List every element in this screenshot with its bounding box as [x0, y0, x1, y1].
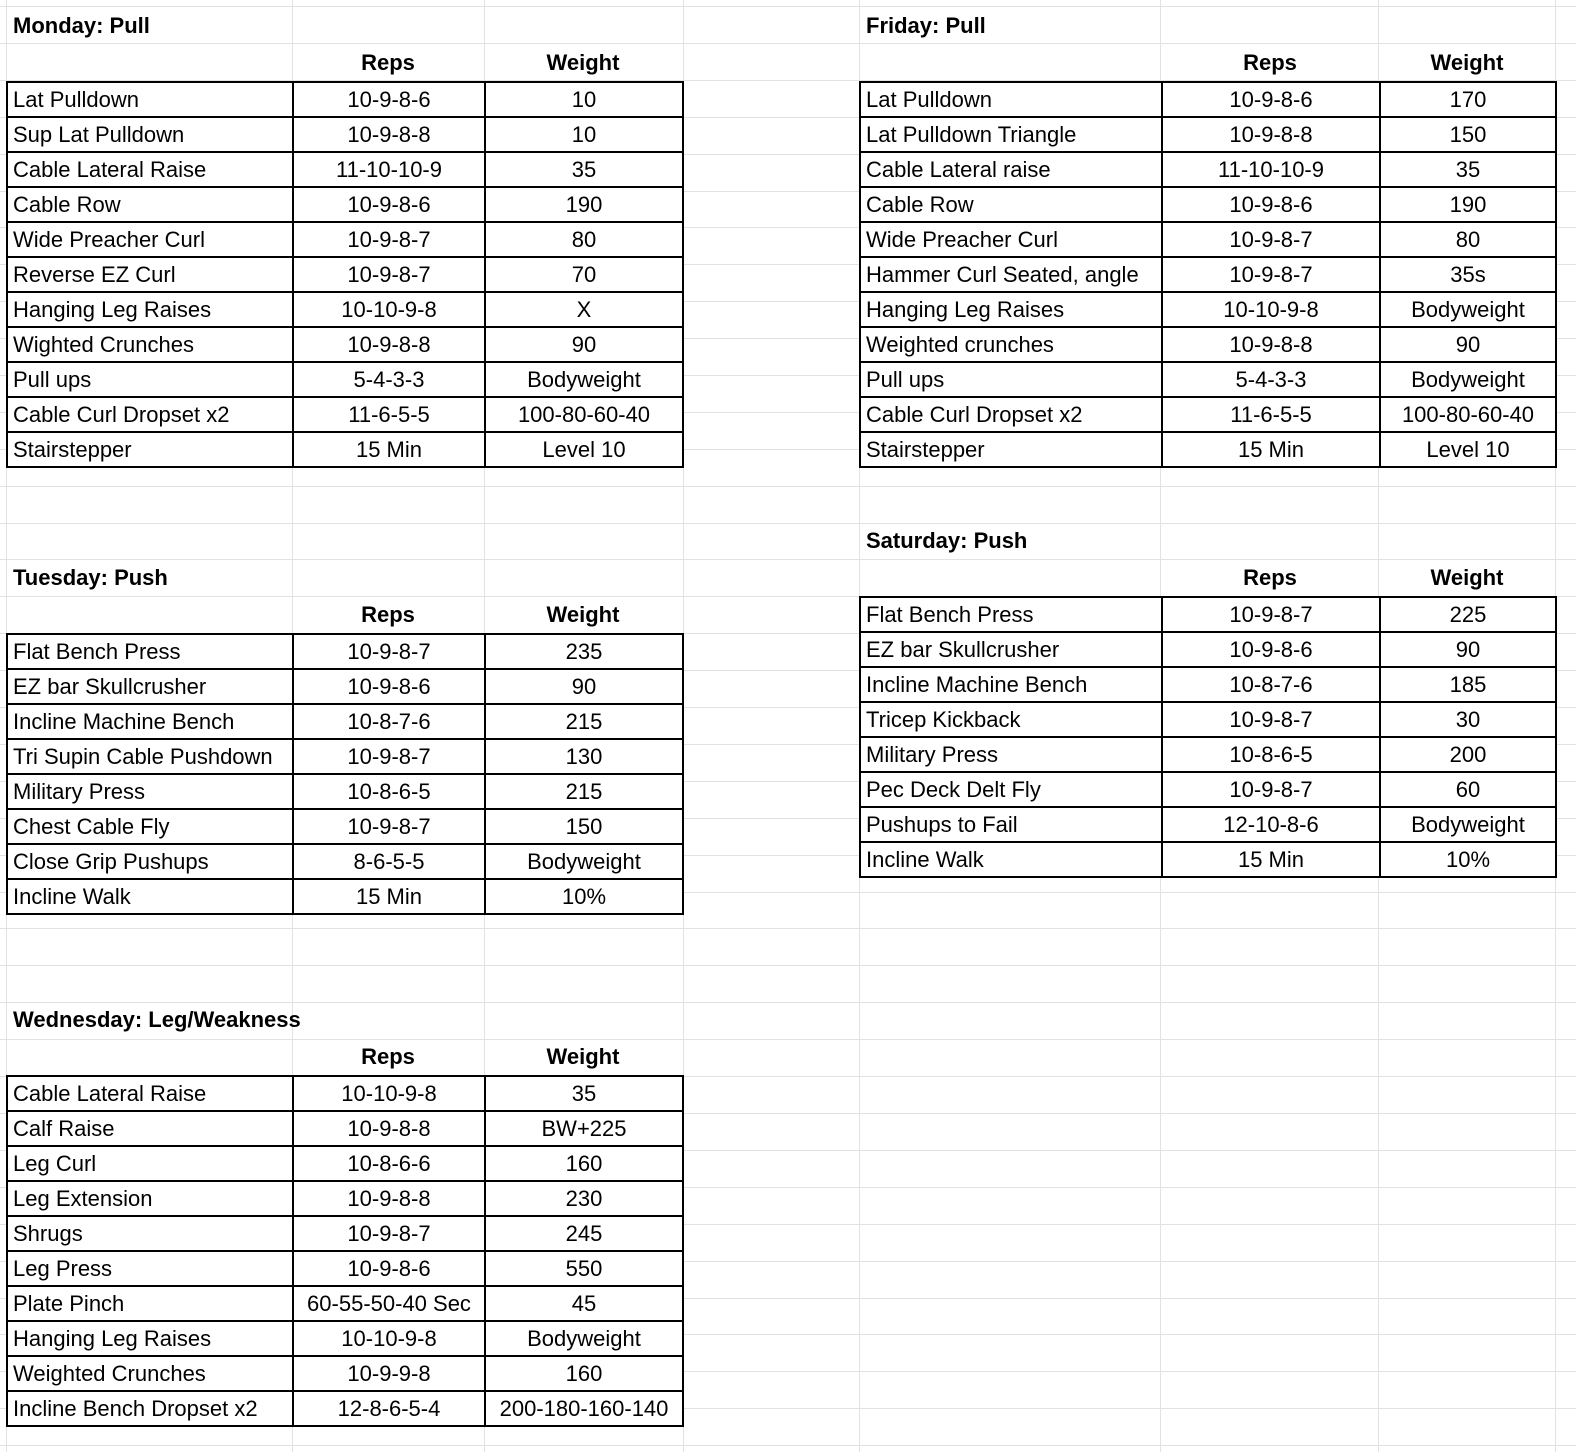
- table-row: [7, 1216, 683, 1251]
- weight-cell[interactable]: 10%: [485, 879, 683, 914]
- reps-cell[interactable]: 11-6-5-5: [1162, 397, 1380, 432]
- weight-cell[interactable]: 90: [485, 327, 683, 362]
- block-title[interactable]: Saturday: Push: [866, 528, 1028, 553]
- table-row: [7, 1076, 683, 1111]
- reps-cell[interactable]: 10-8-7-6: [293, 704, 485, 739]
- weight-cell[interactable]: 230: [485, 1181, 683, 1216]
- reps-cell[interactable]: 10-8-6-5: [1162, 737, 1380, 772]
- reps-header[interactable]: Reps: [1243, 565, 1297, 590]
- reps-cell[interactable]: 15 Min: [293, 879, 485, 914]
- weight-cell[interactable]: 150: [485, 809, 683, 844]
- table-row: [7, 1286, 683, 1321]
- reps-cell[interactable]: 10-10-9-8: [293, 1076, 485, 1111]
- block-title[interactable]: Wednesday: Leg/Weakness: [13, 1007, 301, 1032]
- table-row: [860, 842, 1556, 877]
- exercise-name-cell[interactable]: Hanging Leg Raises: [7, 1321, 293, 1356]
- reps-cell[interactable]: 15 Min: [293, 432, 485, 467]
- reps-cell[interactable]: 10-9-8-7: [293, 1216, 485, 1251]
- reps-header[interactable]: Reps: [361, 602, 415, 627]
- table-row: [860, 292, 1556, 327]
- exercise-name-cell[interactable]: EZ bar Skullcrusher: [7, 669, 293, 704]
- exercise-name-cell[interactable]: Flat Bench Press: [860, 597, 1162, 632]
- table-row: [860, 632, 1556, 667]
- weight-cell[interactable]: Level 10: [1380, 432, 1556, 467]
- weight-cell[interactable]: 35: [485, 1076, 683, 1111]
- exercise-table: [6, 633, 684, 915]
- exercise-name-cell[interactable]: Cable Lateral Raise: [7, 152, 293, 187]
- exercise-name-cell[interactable]: Stairstepper: [860, 432, 1162, 467]
- reps-cell[interactable]: 12-8-6-5-4: [293, 1391, 485, 1426]
- exercise-name-cell[interactable]: Leg Press: [7, 1251, 293, 1286]
- table-row: [7, 879, 683, 914]
- table-row: [7, 774, 683, 809]
- weight-cell[interactable]: 150: [1380, 117, 1556, 152]
- weight-cell[interactable]: Bodyweight: [1380, 362, 1556, 397]
- reps-cell[interactable]: 10-8-6-6: [293, 1146, 485, 1181]
- reps-cell[interactable]: 15 Min: [1162, 432, 1380, 467]
- weight-cell[interactable]: 35: [485, 152, 683, 187]
- reps-cell[interactable]: 10-10-9-8: [293, 292, 485, 327]
- table-row: [7, 704, 683, 739]
- reps-cell[interactable]: 10-9-8-7: [1162, 772, 1380, 807]
- reps-cell[interactable]: 10-9-8-7: [293, 739, 485, 774]
- weight-cell[interactable]: 550: [485, 1251, 683, 1286]
- weight-cell[interactable]: 10: [485, 117, 683, 152]
- weight-cell[interactable]: 80: [1380, 222, 1556, 257]
- block-title[interactable]: Tuesday: Push: [13, 565, 168, 590]
- exercise-name-cell[interactable]: Tri Supin Cable Pushdown: [7, 739, 293, 774]
- exercise-name-cell[interactable]: Wide Preacher Curl: [7, 222, 293, 257]
- reps-cell[interactable]: 10-9-8-8: [293, 1181, 485, 1216]
- reps-cell[interactable]: 11-10-10-9: [1162, 152, 1380, 187]
- exercise-table: [6, 81, 684, 468]
- weight-cell[interactable]: 130: [485, 739, 683, 774]
- reps-cell[interactable]: 10-8-6-5: [293, 774, 485, 809]
- exercise-name-cell[interactable]: Lat Pulldown Triangle: [860, 117, 1162, 152]
- exercise-name-cell[interactable]: Calf Raise: [7, 1111, 293, 1146]
- table-row: [860, 222, 1556, 257]
- weight-header[interactable]: Weight: [546, 50, 620, 75]
- exercise-name-cell[interactable]: Tricep Kickback: [860, 702, 1162, 737]
- exercise-name-cell[interactable]: Stairstepper: [7, 432, 293, 467]
- exercise-name-cell[interactable]: Incline Walk: [7, 879, 293, 914]
- exercise-name-cell[interactable]: Weighted Crunches: [7, 1356, 293, 1391]
- exercise-name-cell[interactable]: Plate Pinch: [7, 1286, 293, 1321]
- table-row: [7, 257, 683, 292]
- reps-cell[interactable]: 10-9-8-7: [1162, 597, 1380, 632]
- reps-cell[interactable]: 60-55-50-40 Sec: [293, 1286, 485, 1321]
- reps-header[interactable]: Reps: [361, 1044, 415, 1069]
- reps-cell[interactable]: 10-9-8-7: [1162, 702, 1380, 737]
- table-row: [860, 327, 1556, 362]
- reps-cell[interactable]: 10-9-8-7: [293, 809, 485, 844]
- reps-header[interactable]: Reps: [361, 50, 415, 75]
- exercise-name-cell[interactable]: Pushups to Fail: [860, 807, 1162, 842]
- weight-cell[interactable]: Level 10: [485, 432, 683, 467]
- exercise-name-cell[interactable]: EZ bar Skullcrusher: [860, 632, 1162, 667]
- exercise-name-cell[interactable]: Leg Extension: [7, 1181, 293, 1216]
- weight-cell[interactable]: 215: [485, 704, 683, 739]
- exercise-table: [859, 81, 1557, 468]
- exercise-name-cell[interactable]: Incline Machine Bench: [7, 704, 293, 739]
- reps-cell[interactable]: 10-9-8-8: [293, 1111, 485, 1146]
- table-row: [7, 432, 683, 467]
- table-row: [7, 669, 683, 704]
- weight-header[interactable]: Weight: [1430, 50, 1504, 75]
- exercise-name-cell[interactable]: Close Grip Pushups: [7, 844, 293, 879]
- weight-cell[interactable]: Bodyweight: [485, 844, 683, 879]
- table-row: [7, 1391, 683, 1426]
- reps-cell[interactable]: 10-9-8-7: [293, 222, 485, 257]
- reps-cell[interactable]: 10-10-9-8: [293, 1321, 485, 1356]
- table-row: [860, 702, 1556, 737]
- table-row: [7, 1181, 683, 1216]
- exercise-name-cell[interactable]: Hanging Leg Raises: [7, 292, 293, 327]
- weight-cell[interactable]: 60: [1380, 772, 1556, 807]
- exercise-name-cell[interactable]: Cable Lateral Raise: [7, 1076, 293, 1111]
- table-row: [860, 667, 1556, 702]
- reps-cell[interactable]: 5-4-3-3: [293, 362, 485, 397]
- exercise-name-cell[interactable]: Chest Cable Fly: [7, 809, 293, 844]
- weight-cell[interactable]: Bodyweight: [1380, 807, 1556, 842]
- exercise-name-cell[interactable]: Cable Row: [7, 187, 293, 222]
- table-row: [7, 1251, 683, 1286]
- reps-cell[interactable]: 10-9-9-8: [293, 1356, 485, 1391]
- reps-cell[interactable]: 15 Min: [1162, 842, 1380, 877]
- table-row: [7, 362, 683, 397]
- exercise-name-cell[interactable]: Military Press: [860, 737, 1162, 772]
- weight-cell[interactable]: BW+225: [485, 1111, 683, 1146]
- weight-cell[interactable]: 10: [485, 82, 683, 117]
- weight-cell[interactable]: 90: [1380, 327, 1556, 362]
- reps-cell[interactable]: 12-10-8-6: [1162, 807, 1380, 842]
- weight-cell[interactable]: Bodyweight: [485, 1321, 683, 1356]
- weight-cell[interactable]: 90: [485, 669, 683, 704]
- weight-cell[interactable]: Bodyweight: [485, 362, 683, 397]
- weight-cell[interactable]: 10%: [1380, 842, 1556, 877]
- table-row: [7, 1356, 683, 1391]
- weight-cell[interactable]: 90: [1380, 632, 1556, 667]
- table-row: [7, 1146, 683, 1181]
- exercise-name-cell[interactable]: Cable Curl Dropset x2: [860, 397, 1162, 432]
- exercise-name-cell[interactable]: Lat Pulldown: [860, 82, 1162, 117]
- weight-cell[interactable]: Bodyweight: [1380, 292, 1556, 327]
- exercise-name-cell[interactable]: Hammer Curl Seated, angle: [860, 257, 1162, 292]
- exercise-name-cell[interactable]: Reverse EZ Curl: [7, 257, 293, 292]
- reps-cell[interactable]: 10-9-8-8: [1162, 327, 1380, 362]
- exercise-name-cell[interactable]: Pec Deck Delt Fly: [860, 772, 1162, 807]
- reps-cell[interactable]: 5-4-3-3: [1162, 362, 1380, 397]
- reps-cell[interactable]: 10-9-8-6: [1162, 187, 1380, 222]
- weight-cell[interactable]: 35: [1380, 152, 1556, 187]
- table-row: [7, 187, 683, 222]
- weight-cell[interactable]: 80: [485, 222, 683, 257]
- weight-cell[interactable]: X: [485, 292, 683, 327]
- table-row: [7, 739, 683, 774]
- reps-cell[interactable]: 10-9-8-8: [293, 117, 485, 152]
- reps-cell[interactable]: 10-9-8-6: [1162, 632, 1380, 667]
- weight-cell[interactable]: 35s: [1380, 257, 1556, 292]
- weight-cell[interactable]: 190: [485, 187, 683, 222]
- table-row: [7, 222, 683, 257]
- weight-cell[interactable]: 215: [485, 774, 683, 809]
- table-row: [860, 397, 1556, 432]
- block-title[interactable]: Friday: Pull: [866, 13, 986, 38]
- table-row: [860, 82, 1556, 117]
- table-row: [860, 772, 1556, 807]
- block-title[interactable]: Monday: Pull: [13, 13, 150, 38]
- table-row: [860, 362, 1556, 397]
- table-row: [7, 327, 683, 362]
- reps-cell[interactable]: 10-9-8-7: [1162, 222, 1380, 257]
- table-row: [7, 292, 683, 327]
- table-row: [860, 737, 1556, 772]
- exercise-name-cell[interactable]: Cable Row: [860, 187, 1162, 222]
- weight-header[interactable]: Weight: [1430, 565, 1504, 590]
- reps-cell[interactable]: 10-9-8-6: [293, 187, 485, 222]
- weight-cell[interactable]: 160: [485, 1146, 683, 1181]
- exercise-name-cell[interactable]: Pull ups: [860, 362, 1162, 397]
- exercise-name-cell[interactable]: Cable Lateral raise: [860, 152, 1162, 187]
- reps-cell[interactable]: 10-8-7-6: [1162, 667, 1380, 702]
- exercise-table: [6, 1075, 684, 1427]
- weight-header[interactable]: Weight: [546, 602, 620, 627]
- weight-cell[interactable]: 225: [1380, 597, 1556, 632]
- table-row: [7, 1111, 683, 1146]
- reps-cell[interactable]: 11-6-5-5: [293, 397, 485, 432]
- reps-cell[interactable]: 10-9-8-7: [1162, 257, 1380, 292]
- table-row: [7, 152, 683, 187]
- exercise-name-cell[interactable]: Incline Machine Bench: [860, 667, 1162, 702]
- weight-cell[interactable]: 190: [1380, 187, 1556, 222]
- weight-cell[interactable]: 30: [1380, 702, 1556, 737]
- weight-cell[interactable]: 70: [485, 257, 683, 292]
- table-row: [860, 152, 1556, 187]
- exercise-name-cell[interactable]: Wighted Crunches: [7, 327, 293, 362]
- reps-header[interactable]: Reps: [1243, 50, 1297, 75]
- weight-cell[interactable]: 100-80-60-40: [1380, 397, 1556, 432]
- weight-cell[interactable]: 185: [1380, 667, 1556, 702]
- table-row: [7, 809, 683, 844]
- exercise-name-cell[interactable]: Sup Lat Pulldown: [7, 117, 293, 152]
- table-row: [860, 187, 1556, 222]
- table-row: [7, 844, 683, 879]
- exercise-table: [859, 596, 1557, 878]
- exercise-name-cell[interactable]: Military Press: [7, 774, 293, 809]
- reps-cell[interactable]: 10-9-8-8: [1162, 117, 1380, 152]
- exercise-name-cell[interactable]: Weighted crunches: [860, 327, 1162, 362]
- exercise-name-cell[interactable]: Wide Preacher Curl: [860, 222, 1162, 257]
- weight-cell[interactable]: 200-180-160-140: [485, 1391, 683, 1426]
- table-row: [7, 397, 683, 432]
- reps-cell[interactable]: 10-9-8-7: [293, 257, 485, 292]
- weight-cell[interactable]: 245: [485, 1216, 683, 1251]
- table-row: [860, 117, 1556, 152]
- reps-cell[interactable]: 10-9-8-6: [293, 1251, 485, 1286]
- exercise-name-cell[interactable]: Incline Bench Dropset x2: [7, 1391, 293, 1426]
- table-row: [860, 432, 1556, 467]
- reps-cell[interactable]: 10-9-8-6: [293, 82, 485, 117]
- reps-cell[interactable]: 8-6-5-5: [293, 844, 485, 879]
- reps-cell[interactable]: 10-9-8-6: [1162, 82, 1380, 117]
- weight-cell[interactable]: 160: [485, 1356, 683, 1391]
- table-row: [860, 807, 1556, 842]
- exercise-name-cell[interactable]: Cable Curl Dropset x2: [7, 397, 293, 432]
- table-row: [7, 634, 683, 669]
- reps-cell[interactable]: 10-9-8-7: [293, 634, 485, 669]
- table-row: [7, 82, 683, 117]
- exercise-name-cell[interactable]: Hanging Leg Raises: [860, 292, 1162, 327]
- exercise-name-cell[interactable]: Pull ups: [7, 362, 293, 397]
- exercise-name-cell[interactable]: Flat Bench Press: [7, 634, 293, 669]
- reps-cell[interactable]: 10-10-9-8: [1162, 292, 1380, 327]
- weight-cell[interactable]: 200: [1380, 737, 1556, 772]
- exercise-name-cell[interactable]: Leg Curl: [7, 1146, 293, 1181]
- weight-cell[interactable]: 100-80-60-40: [485, 397, 683, 432]
- exercise-name-cell[interactable]: Lat Pulldown: [7, 82, 293, 117]
- exercise-name-cell[interactable]: Shrugs: [7, 1216, 293, 1251]
- weight-cell[interactable]: 45: [485, 1286, 683, 1321]
- reps-cell[interactable]: 10-9-8-8: [293, 327, 485, 362]
- weight-cell[interactable]: 235: [485, 634, 683, 669]
- table-row: [860, 597, 1556, 632]
- weight-cell[interactable]: 170: [1380, 82, 1556, 117]
- reps-cell[interactable]: 10-9-8-6: [293, 669, 485, 704]
- reps-cell[interactable]: 11-10-10-9: [293, 152, 485, 187]
- table-row: [860, 257, 1556, 292]
- table-row: [7, 117, 683, 152]
- exercise-name-cell[interactable]: Incline Walk: [860, 842, 1162, 877]
- table-row: [7, 1321, 683, 1356]
- weight-header[interactable]: Weight: [546, 1044, 620, 1069]
